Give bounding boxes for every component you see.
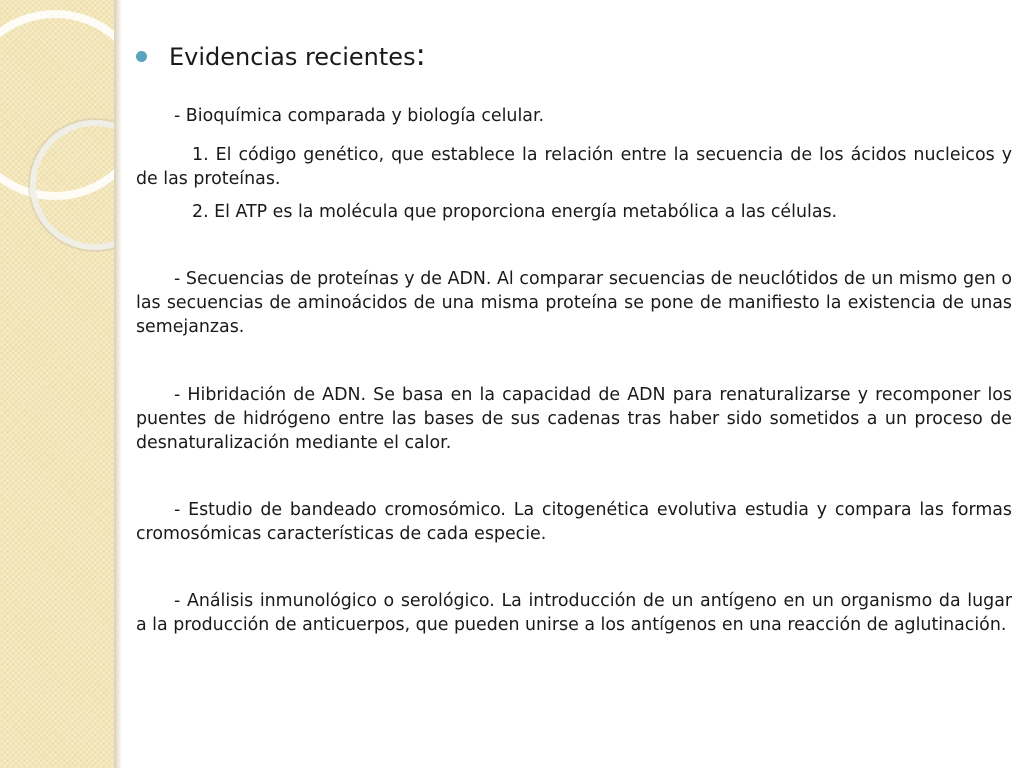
paragraph-codigo-genetico	[136, 143, 1012, 191]
paragraph-bioquimica	[136, 104, 1012, 128]
paragraph-text: - Bioquímica comparada y biología celular.	[174, 106, 545, 126]
heading-text: Evidencias recientes	[169, 43, 416, 71]
slide-heading	[136, 40, 426, 73]
paragraph-hibridacion	[136, 383, 1012, 455]
paragraph-text: 2. El ATP es la molécula que proporciona energía metabólica a las células.	[192, 202, 838, 222]
paragraph-atp	[136, 200, 1012, 224]
paragraph-bandeado	[136, 498, 1012, 546]
paragraph-text: - Secuencias de proteínas y de ADN. Al comparar secuencias de neuclótidos de un mismo gen o las secuencias de aminoácidos de una misma proteína se pone de manifiesto la existencia de unas semejanzas.	[136, 269, 1012, 337]
decorative-sidebar	[0, 0, 114, 768]
paragraph-inmunologico	[136, 589, 1012, 637]
paragraph-text: - Análisis inmunológico o serológico. La introducción de un antígeno en un organismo da lugar a la producción de anticuerpos, que pueden unirse a los antígenos en una reacción de aglutinación.	[136, 591, 1012, 635]
paragraph-text: 1. El código genético, que establece la relación entre la secuencia de los ácidos nucleicos y de las proteínas.	[136, 145, 1012, 189]
bullet-dot-icon	[136, 51, 147, 62]
heading-colon: :	[415, 38, 426, 73]
sidebar-shadow	[114, 0, 122, 768]
paragraph-text: - Hibridación de ADN. Se basa en la capacidad de ADN para renaturalizarse y recomponer los puentes de hidrógeno entre las bases de sus cadenas tras haber sido sometidos a un proceso de desnaturalización mediante el calor.	[136, 385, 1012, 453]
paragraph-secuencias	[136, 267, 1012, 339]
paragraph-text: - Estudio de bandeado cromosómico. La citogenética evolutiva estudia y compara las formas cromosómicas características de cada especie.	[136, 500, 1012, 544]
